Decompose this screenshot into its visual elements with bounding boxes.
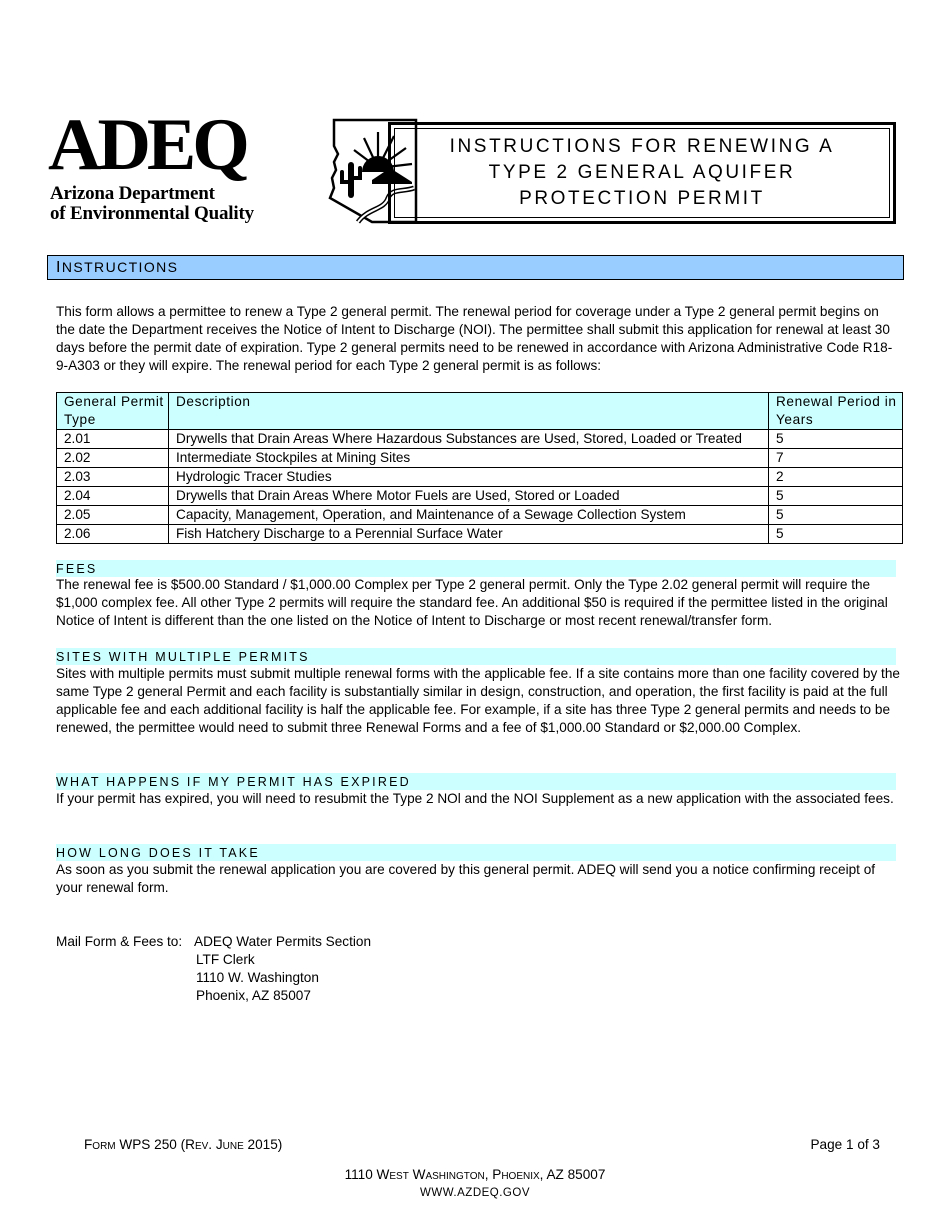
logo-subtitle-line1: Arizona Department [50, 183, 215, 204]
cell-permit-type: 2.03 [57, 468, 169, 487]
table-row [57, 487, 903, 506]
page-number: Page 1 of 3 [810, 1137, 880, 1152]
renewal-period-table [56, 392, 903, 544]
mailing-address-block [56, 933, 371, 1005]
how-long-heading: HOW LONG DOES IT TAKE [56, 844, 896, 861]
cell-renewal-years: 5 [769, 487, 903, 506]
expired-permit-paragraph: If your permit has expired, you will need to resubmit the Type 2 NOl and the NOI Supplement as a new application with the associated fees. [56, 791, 894, 806]
column-header-description: Description [169, 393, 769, 430]
cell-permit-type: 2.02 [57, 449, 169, 468]
multiple-permits-heading: SITES WITH MULTIPLE PERMITS [56, 648, 896, 665]
cell-renewal-years: 5 [769, 430, 903, 449]
cell-permit-type: 2.01 [57, 430, 169, 449]
cell-description: Fish Hatchery Discharge to a Perennial Surface Water [169, 525, 769, 544]
fees-paragraph: The renewal fee is $500.00 Standard / $1,000.00 Complex per Type 2 general permit. Only the Type 2.02 general permit will require the $1,000 complex fee. All other Type 2 permits will require the standard fee. An additional $50 is required if the permittee listed in the original Notice of Intent is different than the one listed on the Notice of Intent to Discharge or most recent renewal/transfer form. [56, 577, 888, 628]
expired-permit-heading: WHAT HAPPENS IF MY PERMIT HAS EXPIRED [56, 773, 896, 790]
adeq-logo [48, 104, 370, 228]
cell-description: Capacity, Management, Operation, and Maintenance of a Sewage Collection System [169, 506, 769, 525]
logo-wordmark: ADEQ [48, 104, 246, 186]
cell-renewal-years: 5 [769, 506, 903, 525]
table-row [57, 506, 903, 525]
cell-permit-type: 2.06 [57, 525, 169, 544]
cell-renewal-years: 5 [769, 525, 903, 544]
table-row [57, 468, 903, 487]
form-id: Form WPS 250 (Rev. June 2015) [84, 1137, 283, 1152]
column-header-permit-type: General Permit Type [57, 393, 169, 430]
cell-description: Drywells that Drain Areas Where Motor Fuels are Used, Stored or Loaded [169, 487, 769, 506]
mail-line: 1110 W. Washington [196, 970, 319, 985]
cell-renewal-years: 2 [769, 468, 903, 487]
instructions-heading: INSTRUCTIONS [47, 255, 904, 280]
table-row [57, 430, 903, 449]
cell-renewal-years: 7 [769, 449, 903, 468]
intro-paragraph: This form allows a permittee to renew a Type 2 general permit. The renewal period for coverage under a Type 2 general permit begins on the date the Department receives the Notice of Intent to Discharge (NOI). The permittee shall submit this application for renewal at least 30 days before the permit date of expiration. Type 2 general permits need to be renewed in accordance with Arizona Administrative Code R18-9-A303 or they will expire. The renewal period for each Type 2 general permit is as follows: [56, 304, 893, 373]
cell-description: Drywells that Drain Areas Where Hazardous Substances are Used, Stored, Loaded or Treated [169, 430, 769, 449]
mail-line: ADEQ Water Permits Section [194, 934, 372, 949]
multiple-permits-paragraph: Sites with multiple permits must submit multiple renewal forms with the applicable fee. If a site contains more than one facility covered by the same Type 2 general Permit and each facility is substantially similar in design, construction, and operation, the first facility is paid at the full applicable fee and each additional facility is half the applicable fee. For example, if a site has three Type 2 general permits and needs to be renewed, the permittee would need to submit three Renewal Forms and a fee of $1,000.00 Standard or $2,000.00 Complex. [56, 666, 900, 735]
table-header-row [57, 393, 903, 430]
footer-address: 1110 West Washington, Phoenix, AZ 85007 [344, 1167, 606, 1182]
column-header-renewal-period: Renewal Period in Years [769, 393, 903, 430]
page-title: INSTRUCTIONS FOR RENEWING A TYPE 2 GENERAL AQUIFER PROTECTION PERMIT [449, 136, 835, 209]
how-long-paragraph: As soon as you submit the renewal application you are covered by this general permit. ADEQ will send you a notice confirming receipt of your renewal form. [56, 862, 876, 895]
form-title-box [388, 122, 896, 224]
fees-heading: FEES [56, 560, 896, 577]
cell-permit-type: 2.05 [57, 506, 169, 525]
cell-description: Hydrologic Tracer Studies [169, 468, 769, 487]
mail-line: LTF Clerk [196, 952, 255, 967]
table-row [57, 525, 903, 544]
table-row [57, 449, 903, 468]
logo-subtitle-line2: of Environmental Quality [50, 203, 254, 224]
cell-permit-type: 2.04 [57, 487, 169, 506]
cell-description: Intermediate Stockpiles at Mining Sites [169, 449, 769, 468]
mail-label: Mail Form & Fees to: [56, 934, 183, 949]
mail-line: Phoenix, AZ 85007 [196, 988, 311, 1003]
footer-website-link[interactable]: WWW.AZDEQ.GOV [420, 1187, 530, 1199]
